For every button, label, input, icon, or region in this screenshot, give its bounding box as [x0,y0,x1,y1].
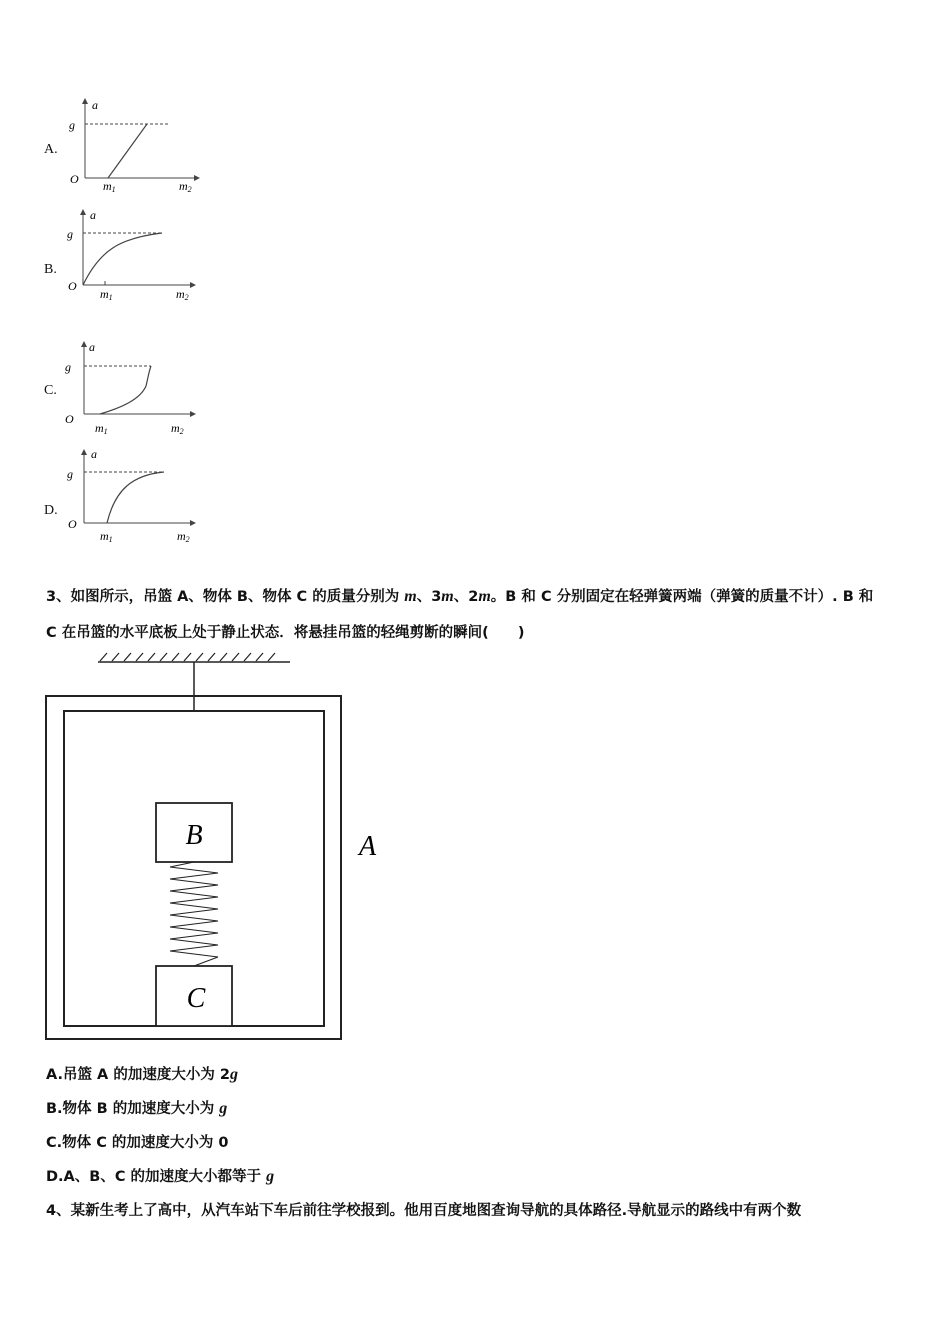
m2-label: m2 [179,179,192,194]
graph-option-c [40,338,210,443]
y-axis-label: a [91,447,97,461]
option-letter: D. [44,503,58,518]
choice-b: B.物体 B 的加速度大小为 g [46,1100,228,1117]
choice-a: A.吊篮 A 的加速度大小为 2g [46,1066,238,1083]
block-b-label: B [185,820,203,851]
basket-label: A [359,831,377,862]
m2-label: m2 [176,287,189,302]
option-letter: A. [44,142,58,157]
option-letter: B. [44,262,57,277]
graph-a [60,95,220,200]
m1-label: m1 [95,421,108,436]
g-mark: g [67,227,73,241]
graph-option-a [40,95,210,200]
question3-line1: 3、如图所示，吊篮 A、物体 B、物体 C 的质量分别为 m、3m、2m。B 和 C 分别固定在轻弹簧两端（弹簧的质量不计）. B 和 [46,588,874,605]
question3-line2: C 在吊篮的水平底板上处于静止状态．将悬挂吊篮的轻绳剪断的瞬间( ) [46,625,525,641]
option-letter: C. [44,383,57,398]
m1-label: m1 [100,287,113,302]
m2-label: m2 [171,421,184,436]
block-c-label: C [186,983,206,1014]
choice-d: D.A、B、C 的加速度大小都等于 g [46,1168,275,1185]
m1-label: m1 [103,179,116,194]
m2-label: m2 [177,529,190,544]
choice-c: C.物体 C 的加速度大小为 0 [46,1135,229,1151]
y-axis-label: a [92,98,98,112]
origin-label: O [70,172,79,186]
m1-label: m1 [100,529,113,544]
graph-option-d [40,445,210,550]
y-axis-label: a [90,208,96,222]
question4-line1: 4、某新生考上了高中，从汽车站下车后前往学校报到。他用百度地图查询导航的具体路径.导航显示的路线中有两个数 [46,1203,802,1219]
graph-b [60,205,220,310]
origin-label: O [68,517,77,531]
g-mark: g [69,118,75,132]
graph-c [60,338,220,443]
basket-figure [40,645,440,1045]
g-mark: g [65,360,71,374]
graph-option-b [40,205,210,310]
g-mark: g [67,467,73,481]
y-axis-label: a [89,340,95,354]
graph-d [60,445,220,550]
origin-label: O [68,279,77,293]
origin-label: O [65,412,74,426]
